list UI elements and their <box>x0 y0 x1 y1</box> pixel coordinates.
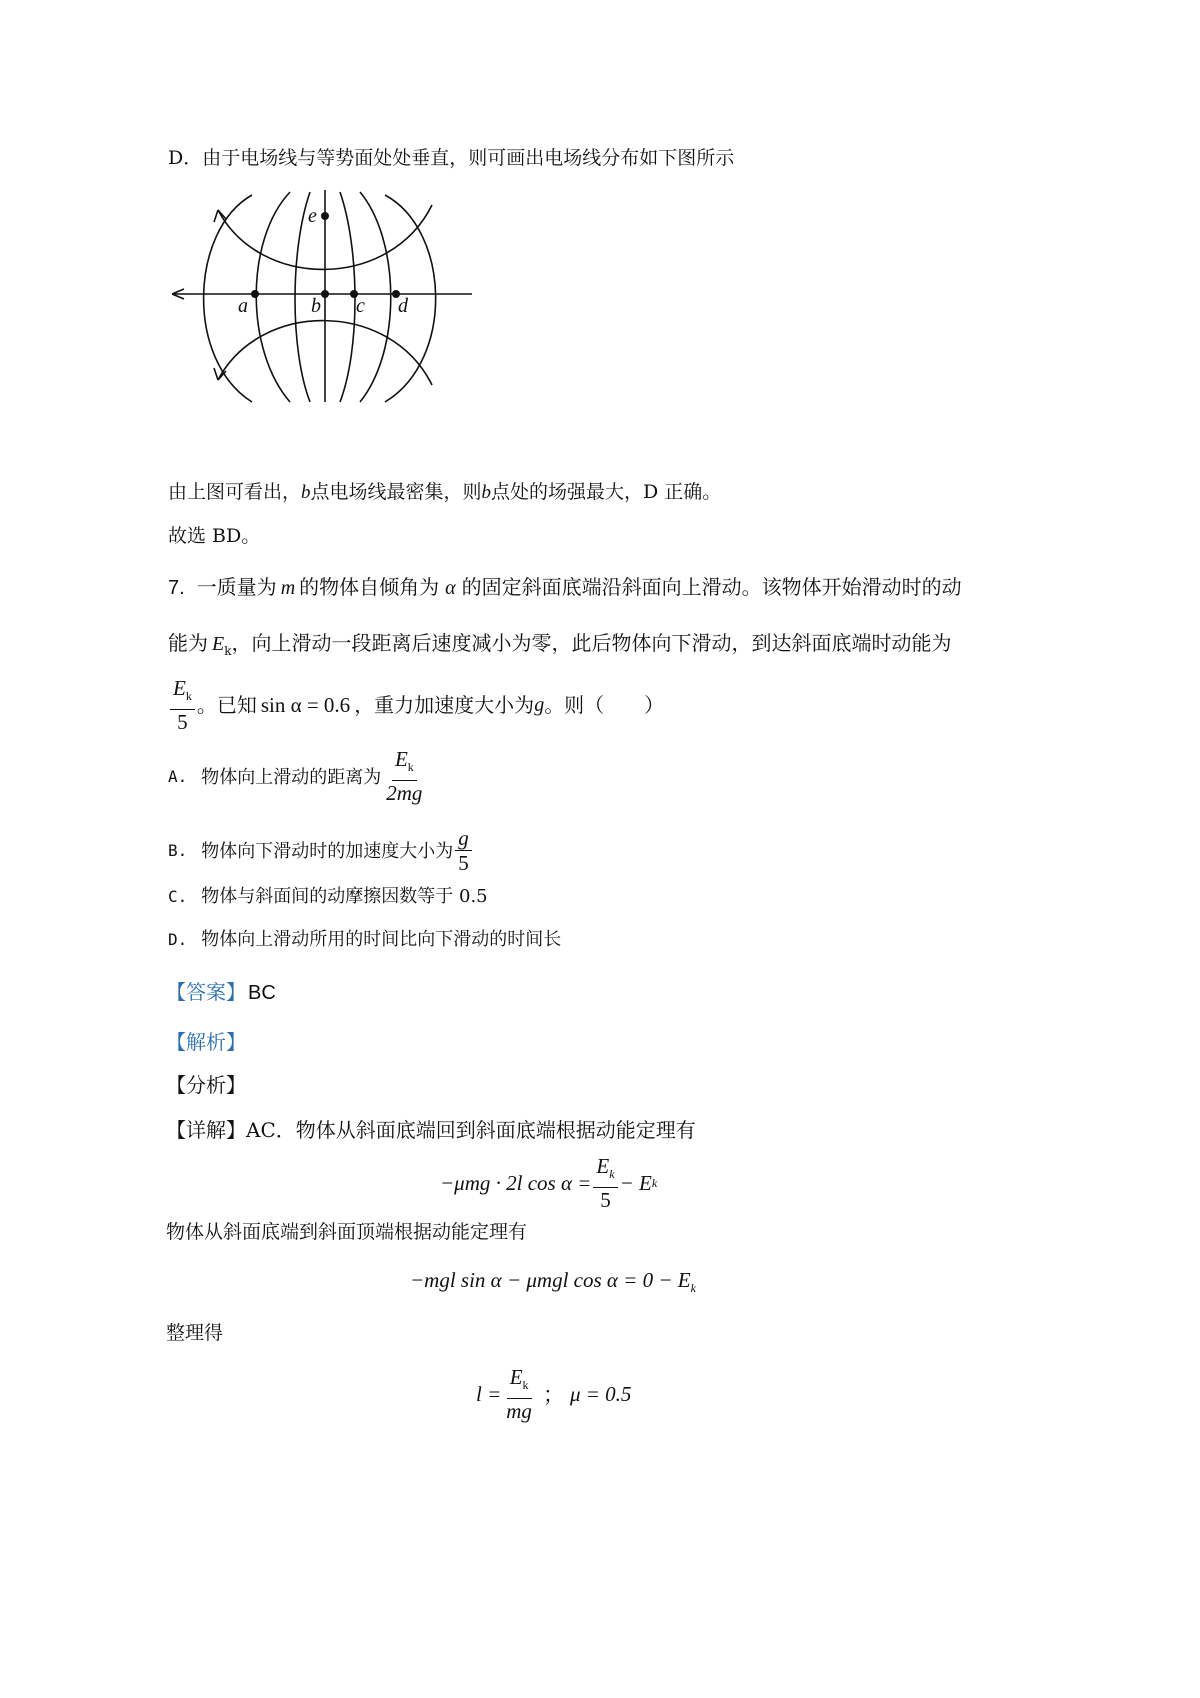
q7-text-3c: 。则（ ） <box>544 693 665 717</box>
option-b-text: 物体向下滑动时的加速度大小为 <box>201 841 454 862</box>
eq1-lhs: −μmg · 2l cos α = <box>440 1170 592 1195</box>
option-a-label: A. <box>168 766 188 786</box>
text-2: 物体从斜面底端到斜面顶端根据动能定理有 <box>166 1221 528 1243</box>
option-a-fraction <box>383 748 425 803</box>
var-ek-sub: k <box>224 644 232 658</box>
eq1-den: 5 <box>600 1187 611 1212</box>
frac-sub: k <box>185 689 192 704</box>
label-a: a <box>238 295 248 317</box>
opt-b-den: 5 <box>458 850 469 875</box>
frac-num: E <box>173 676 186 701</box>
q7-text-2b: ，向上滑动一段距离后速度减小为零，此后物体向下滑动，到达斜面底端时动能为 <box>231 631 952 655</box>
sin-expression: sin α = 0.6 <box>260 693 351 717</box>
opt-a-num: E <box>394 747 408 772</box>
point-e <box>321 212 329 220</box>
equation-3 <box>476 1366 631 1422</box>
var-ek: E <box>212 633 225 655</box>
option-b-label: B. <box>168 840 188 860</box>
eq1-rhs-sub: k <box>651 1175 658 1190</box>
jiexi-tag: 【解析】 <box>166 1030 246 1054</box>
q7-text-2a: 能为 <box>168 631 208 655</box>
equation-1 <box>440 1155 657 1211</box>
label-e: e <box>308 205 317 227</box>
q7-text-3b: ，重力加速度大小为 <box>354 693 535 717</box>
opt-b-num: g <box>455 827 472 851</box>
q7-line-2 <box>168 630 952 664</box>
eq1-sub: k <box>609 1167 615 1182</box>
eq2-lhs: −mgl sin α − μmgl cos α = 0 − E <box>410 1268 691 1292</box>
label-c: c <box>356 295 365 317</box>
eq1-rhs: − E <box>619 1170 652 1195</box>
detail-line <box>166 1117 696 1143</box>
eq2-sub: k <box>690 1281 696 1296</box>
choose-line: 故选 BD。 <box>168 525 261 547</box>
option-d <box>168 927 561 953</box>
point-b <box>321 290 329 298</box>
equation-2 <box>410 1266 696 1302</box>
detail-text: AC．物体从斜面底端回到斜面底端根据动能定理有 <box>246 1118 696 1142</box>
var-m: m <box>280 577 296 599</box>
eq3-sub: k <box>522 1378 529 1393</box>
part-d-line <box>168 145 734 171</box>
part-d-text: 由于电场线与等势面处处垂直，则可画出电场线分布如下图所示 <box>202 147 735 169</box>
option-d-text: 物体向上滑动所用的时间比向下滑动的时间长 <box>201 929 562 950</box>
eq3-fraction <box>503 1366 535 1421</box>
answer-value: BC <box>248 982 276 1004</box>
option-c-label: C. <box>168 887 188 906</box>
conclusion-line <box>168 479 721 506</box>
text-3: 整理得 <box>166 1322 224 1344</box>
q7-text-1a: 一质量为 <box>196 575 277 599</box>
eq3-den: mg <box>506 1398 532 1423</box>
q7-number: 7. <box>168 577 185 599</box>
field-line-left-inner <box>256 192 290 402</box>
opt-a-den: 2mg <box>386 780 423 805</box>
label-d: d <box>398 295 408 317</box>
answer-line <box>166 979 276 1006</box>
var-g: g <box>534 694 545 716</box>
conclusion-point-b-2: b <box>481 482 492 503</box>
eq3-l: l = <box>476 1381 502 1406</box>
q7-line-3 <box>168 677 664 733</box>
eq3-mu: μ = 0.5 <box>569 1381 632 1406</box>
option-a-text: 物体向上滑动的距离为 <box>201 767 382 788</box>
conclusion-text-3: 点处的场强最大，D 正确。 <box>491 481 722 503</box>
q7-text-3a: 。已知 <box>196 693 257 717</box>
detail-tag: 【详解】 <box>166 1118 246 1142</box>
eq1-num: E <box>596 1154 610 1179</box>
answer-tag: 【答案】 <box>166 980 246 1004</box>
q7-text-1c: 的固定斜面底端沿斜面向上滑动。该物体开始滑动时的动 <box>461 575 962 599</box>
eq3-num: E <box>509 1365 523 1390</box>
ek-over-5-fraction <box>170 677 195 732</box>
point-a <box>251 290 259 298</box>
option-b <box>168 822 474 878</box>
option-b-fraction <box>455 827 472 874</box>
q7-line-1 <box>168 574 962 601</box>
q7-text-1b: 的物体自倾角为 <box>299 575 440 599</box>
frac-den: 5 <box>177 709 188 734</box>
fenxi-tag: 【分析】 <box>166 1073 246 1097</box>
eq3-separator: ； <box>542 1383 564 1407</box>
var-alpha: α <box>445 577 456 599</box>
outer-right-line <box>385 195 436 402</box>
option-c-text: 物体与斜面间的动摩擦因数等于 0.5 <box>201 886 488 907</box>
option-a <box>168 748 427 804</box>
conclusion-text-1: 由上图可看出， <box>168 481 302 503</box>
conclusion-text-2: 点电场线最密集，则 <box>310 481 482 503</box>
option-c <box>168 884 488 910</box>
conclusion-point-b: b <box>301 482 311 503</box>
field-line-figure <box>160 190 490 415</box>
part-d-label: D． <box>168 147 203 169</box>
option-d-label: D. <box>168 930 188 949</box>
eq1-fraction <box>593 1155 617 1210</box>
label-b: b <box>311 295 321 317</box>
opt-a-sub: k <box>407 760 414 775</box>
